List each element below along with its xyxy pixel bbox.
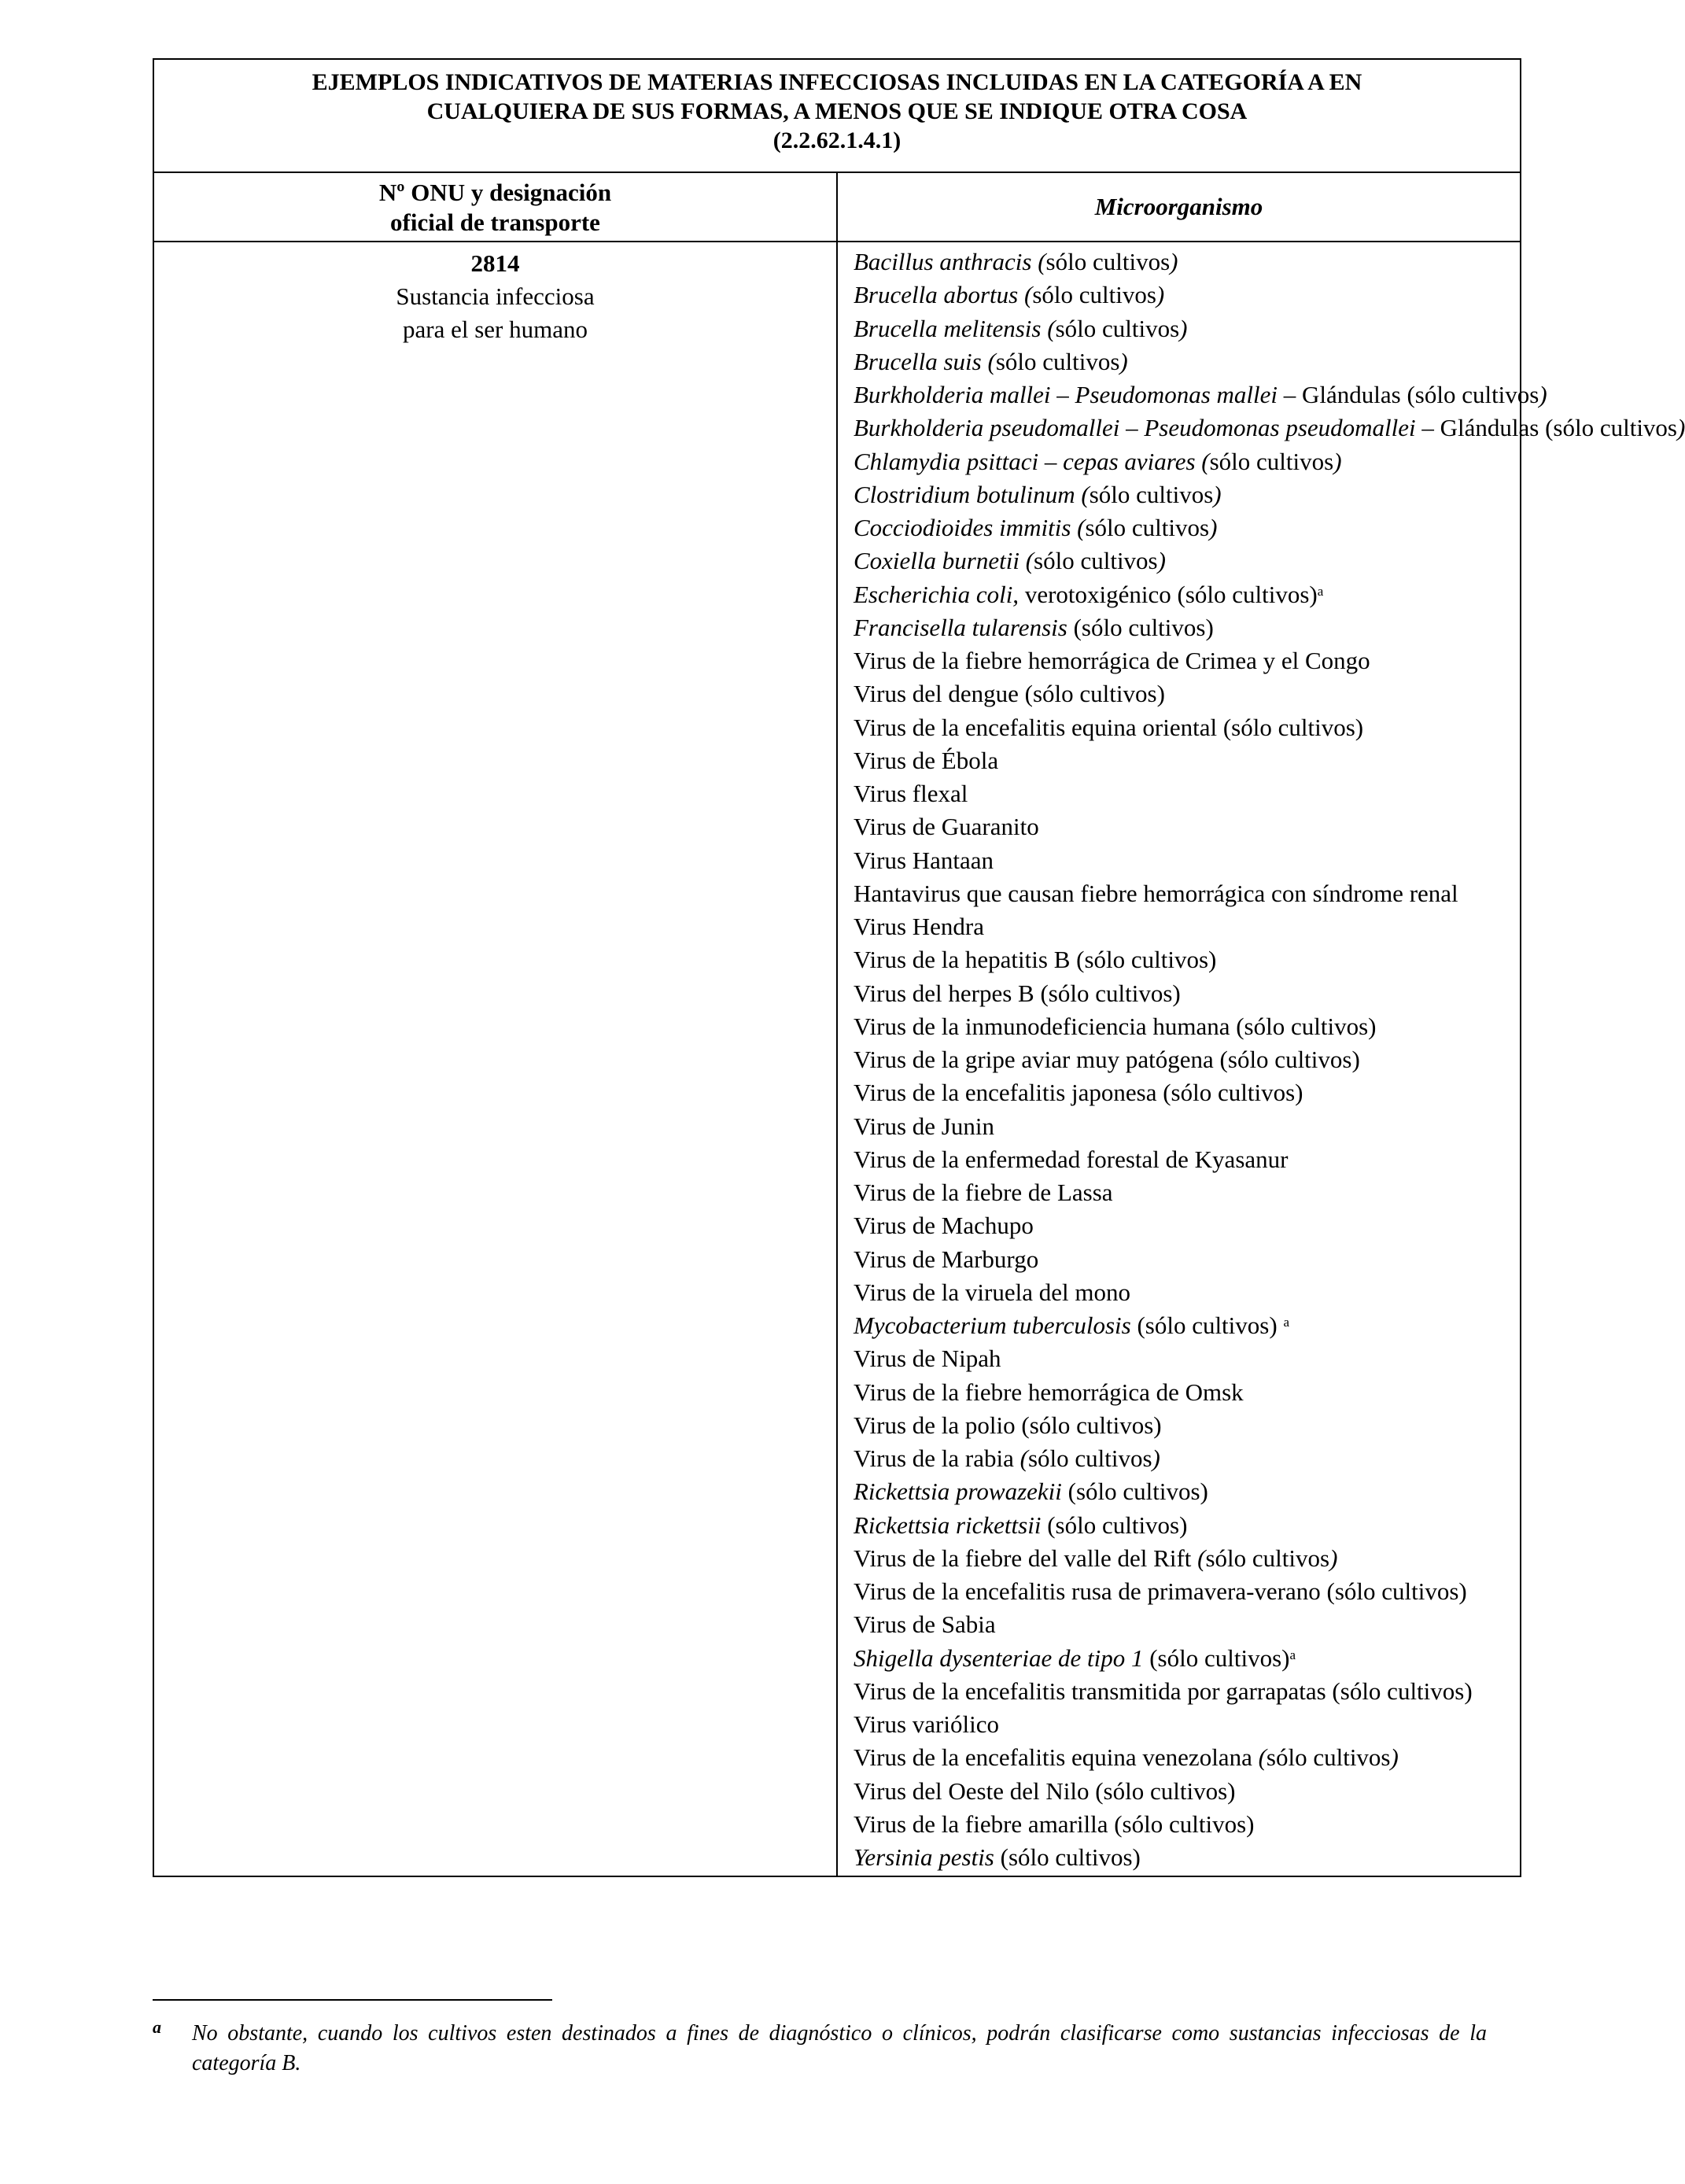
microorganism-item	[854, 1708, 1520, 1741]
footnote	[153, 2019, 1487, 2079]
microorganism-description: (sólo cultivos)	[1067, 613, 1214, 641]
microorganism-item	[854, 279, 1520, 312]
microorganism-description: Virus de Sabia	[854, 1610, 996, 1639]
infectious-substances-table	[153, 58, 1685, 1877]
microorganism-item	[854, 1642, 1520, 1675]
microorganism-description: sólo cultivos	[1055, 314, 1180, 342]
microorganism-species-name: Rickettsia prowazekii	[854, 1478, 1062, 1506]
column-header-microorganism: Microorganismo	[837, 172, 1521, 242]
microorganism-species-name: Burkholderia mallei – Pseudomonas mallei	[854, 381, 1278, 408]
microorganism-paren: )	[1157, 547, 1166, 575]
microorganism-description: sólo cultivos	[1089, 480, 1214, 508]
microorganism-paren: )	[1677, 414, 1685, 442]
microorganism-paren: )	[1170, 248, 1178, 275]
microorganism-species-name: Coxiella burnetii (	[854, 547, 1034, 575]
microorganism-species-name: Yersinia pestis	[854, 1843, 994, 1871]
microorganism-description: Virus de la encefalitis japonesa (sólo cultivos)	[854, 1079, 1303, 1107]
column-header-un-number-line-2: oficial de transporte	[390, 208, 600, 236]
microorganism-item	[854, 1475, 1520, 1508]
microorganism-item	[854, 611, 1520, 644]
microorganism-item	[854, 910, 1520, 943]
microorganism-paren: )	[1333, 447, 1342, 475]
footnote-reference: a	[1317, 583, 1324, 599]
footnote-divider	[153, 1999, 552, 2001]
microorganism-item	[854, 1209, 1520, 1242]
microorganism-item	[854, 1143, 1520, 1176]
microorganism-species-name: Rickettsia rickettsii	[854, 1511, 1042, 1539]
microorganism-item	[854, 1176, 1520, 1209]
microorganism-description: Virus Hantaan	[854, 846, 994, 874]
microorganism-item	[854, 1675, 1520, 1708]
microorganism-species-name: Burkholderia pseudomallei – Pseudomonas pseudomallei	[854, 414, 1416, 442]
table-title-row	[153, 59, 1521, 172]
microorganism-description: Virus de Guaranito	[854, 813, 1039, 841]
microorganism-qualifier: sólo cultivos	[1205, 1544, 1330, 1572]
microorganism-item	[854, 1010, 1520, 1043]
microorganism-description: sólo cultivos	[1032, 281, 1156, 309]
microorganism-description: sólo cultivos	[1045, 248, 1171, 275]
microorganism-paren: )	[1539, 381, 1547, 408]
microorganism-description: Virus del herpes B (sólo cultivos)	[854, 979, 1181, 1007]
microorganism-paren: (	[1258, 1743, 1267, 1772]
microorganism-item	[854, 1076, 1520, 1109]
microorganism-description: Virus de la hepatitis B (sólo cultivos)	[854, 946, 1217, 974]
microorganism-species-name: Brucella melitensis (	[854, 314, 1056, 342]
microorganism-description: Virus del Oeste del Nilo (sólo cultivos)	[854, 1776, 1236, 1805]
microorganism-paren: (	[1019, 1444, 1028, 1472]
microorganism-item	[854, 1608, 1520, 1641]
microorganism-item	[854, 478, 1520, 511]
microorganism-item	[854, 445, 1520, 478]
microorganism-paren: )	[1156, 281, 1165, 309]
microorganism-cell	[837, 242, 1685, 1876]
microorganism-item	[854, 943, 1520, 976]
microorganism-item	[854, 1542, 1520, 1575]
microorganism-paren: )	[1209, 514, 1218, 541]
microorganism-item	[854, 1575, 1520, 1608]
microorganism-description: Virus de Ébola	[854, 746, 999, 774]
table-title	[153, 59, 1521, 172]
microorganism-description: Virus Hendra	[854, 913, 985, 940]
footnote-text: No obstante, cuando los cultivos esten destinados a fines de diagnóstico o clínicos, podrán clasificarse como sustancias infecciosas de la categoría B.	[192, 2021, 1487, 2075]
microorganism-item	[854, 1309, 1520, 1342]
microorganism-species-name: Brucella suis (	[854, 347, 996, 375]
microorganism-species-name: Chlamydia psittaci – cepas aviares (	[854, 447, 1210, 475]
microorganism-species-name: Shigella dysenteriae de tipo 1	[854, 1644, 1144, 1672]
footnote-reference: a	[1283, 1315, 1289, 1330]
microorganism-item	[854, 1841, 1520, 1874]
microorganism-description: Virus de la rabia	[854, 1444, 1020, 1472]
microorganism-description: Virus de la polio (sólo cultivos)	[854, 1411, 1162, 1439]
microorganism-description: Virus variólico	[854, 1710, 999, 1738]
microorganism-item	[854, 844, 1520, 877]
microorganism-description: Virus de la encefalitis equina oriental (sólo cultivos)	[854, 713, 1364, 741]
microorganism-item	[854, 711, 1520, 744]
microorganism-description: verotoxigénico (sólo cultivos)	[1019, 580, 1318, 608]
microorganism-item	[854, 1741, 1520, 1774]
microorganism-item	[854, 578, 1520, 611]
microorganism-description: Virus de la encefalitis transmitida por garrapatas (sólo cultivos)	[854, 1677, 1473, 1705]
microorganism-description: Virus de la gripe aviar muy patógena (sólo cultivos)	[854, 1046, 1360, 1073]
column-header-un-number	[153, 172, 837, 242]
microorganism-paren: )	[1213, 480, 1222, 508]
microorganism-description: (sólo cultivos)	[1130, 1312, 1284, 1339]
microorganism-description: Virus de la encefalitis rusa de primavera-verano (sólo cultivos)	[854, 1577, 1467, 1605]
microorganism-description: (sólo cultivos)	[1041, 1511, 1188, 1539]
microorganism-species-name: Mycobacterium tuberculosis	[854, 1312, 1131, 1339]
microorganism-item	[854, 1509, 1520, 1542]
microorganism-item	[854, 1276, 1520, 1309]
microorganism-paren-close: )	[1329, 1544, 1338, 1572]
table-title-line-3: (2.2.62.1.4.1)	[772, 127, 901, 153]
microorganism-item	[854, 1808, 1520, 1841]
microorganism-paren-close: )	[1390, 1743, 1399, 1772]
microorganism-description: Virus flexal	[854, 780, 968, 807]
microorganism-qualifier: sólo cultivos	[1027, 1444, 1152, 1472]
microorganism-item	[854, 1342, 1520, 1375]
microorganism-description: sólo cultivos	[1034, 547, 1158, 575]
microorganism-item	[854, 411, 1685, 445]
microorganism-description: (sólo cultivos)	[1143, 1644, 1290, 1672]
microorganism-item	[854, 1110, 1520, 1143]
microorganism-description: Virus de Nipah	[854, 1345, 1001, 1373]
microorganism-paren-close: )	[1152, 1444, 1160, 1472]
microorganism-description: Virus de Junin	[854, 1112, 994, 1140]
microorganism-description: Virus de la inmunodeficiencia humana (sólo cultivos)	[854, 1012, 1377, 1040]
footnote-reference: a	[1289, 1647, 1296, 1662]
microorganism-item	[854, 677, 1520, 710]
microorganism-item	[854, 1409, 1520, 1442]
microorganism-description: Virus de la enfermedad forestal de Kyasanur	[854, 1145, 1289, 1173]
microorganism-description: Virus de la viruela del mono	[854, 1278, 1130, 1306]
table-header-row	[153, 172, 1521, 242]
microorganism-item	[854, 810, 1520, 843]
microorganism-description: Virus de la fiebre hemorrágica de Crimea y el Congo	[854, 647, 1370, 674]
microorganism-item	[854, 544, 1520, 577]
footnote-mark: a	[153, 2017, 161, 2037]
microorganism-item	[854, 1376, 1520, 1409]
microorganism-item	[854, 1043, 1520, 1076]
microorganism-description: Virus de Machupo	[854, 1212, 1034, 1240]
microorganism-description: Virus de la fiebre de Lassa	[854, 1179, 1113, 1206]
microorganism-paren: )	[1179, 314, 1188, 342]
microorganism-description: sólo cultivos	[1209, 447, 1334, 475]
microorganism-description: – Glándulas (sólo cultivos	[1278, 381, 1539, 408]
microorganism-description: Virus de la fiebre amarilla (sólo cultivos)	[854, 1810, 1255, 1838]
microorganism-item	[854, 312, 1520, 345]
table-title-line-2: CUALQUIERA DE SUS FORMAS, A MENOS QUE SE INDIQUE OTRA COSA	[426, 98, 1248, 124]
microorganism-description: Virus del dengue (sólo cultivos)	[854, 680, 1165, 708]
microorganism-item	[854, 378, 1547, 411]
microorganism-species-name: Clostridium botulinum (	[854, 480, 1090, 508]
un-number: 2814	[470, 249, 520, 277]
microorganism-description: sólo cultivos	[995, 347, 1120, 375]
microorganism-item	[854, 345, 1520, 378]
microorganism-description: sólo cultivos	[1085, 514, 1210, 541]
microorganism-paren: (	[1197, 1544, 1206, 1572]
microorganism-item	[854, 877, 1520, 910]
microorganism-item	[854, 977, 1520, 1010]
microorganism-species-name: Francisella tularensis	[854, 613, 1067, 641]
column-header-un-number-line-1: Nº ONU y designación	[378, 179, 612, 206]
microorganism-species-name: Cocciodioides immitis (	[854, 514, 1086, 541]
microorganism-list	[854, 245, 1685, 1874]
table-body-row	[153, 242, 1521, 1876]
microorganism-paren: )	[1119, 347, 1128, 375]
microorganism-description: Virus de la fiebre hemorrágica de Omsk	[854, 1378, 1244, 1406]
microorganism-item	[854, 1442, 1520, 1475]
microorganism-description: Hantavirus que causan fiebre hemorrágica con síndrome renal	[854, 879, 1458, 907]
microorganism-item	[854, 644, 1520, 677]
microorganism-species-name: Escherichia coli,	[854, 580, 1019, 608]
microorganism-description: (sólo cultivos)	[994, 1843, 1141, 1871]
microorganism-description: Virus de la fiebre del valle del Rift	[854, 1544, 1198, 1572]
microorganism-item	[854, 245, 1520, 279]
microorganism-item	[854, 1775, 1520, 1808]
un-name-line-2: para el ser humano	[403, 315, 588, 343]
microorganism-species-name: Bacillus anthracis (	[854, 248, 1046, 275]
table-title-line-1: EJEMPLOS INDICATIVOS DE MATERIAS INFECCIOSAS INCLUIDAS EN LA CATEGORÍA A EN	[312, 69, 1362, 95]
un-name-line-1: Sustancia infecciosa	[396, 282, 595, 310]
microorganism-description: – Glándulas (sólo cultivos	[1415, 414, 1677, 442]
microorganism-item	[854, 511, 1520, 544]
microorganism-item	[854, 744, 1520, 777]
microorganism-item	[854, 1243, 1520, 1276]
microorganism-description: Virus de Marburgo	[854, 1245, 1039, 1273]
un-designation-cell	[153, 242, 837, 1876]
microorganism-qualifier: sólo cultivos	[1266, 1743, 1391, 1772]
microorganism-item	[854, 777, 1520, 810]
microorganism-description: (sólo cultivos)	[1061, 1478, 1208, 1506]
microorganism-description: Virus de la encefalitis equina venezolana	[854, 1743, 1259, 1772]
microorganism-species-name: Brucella abortus (	[854, 281, 1033, 309]
